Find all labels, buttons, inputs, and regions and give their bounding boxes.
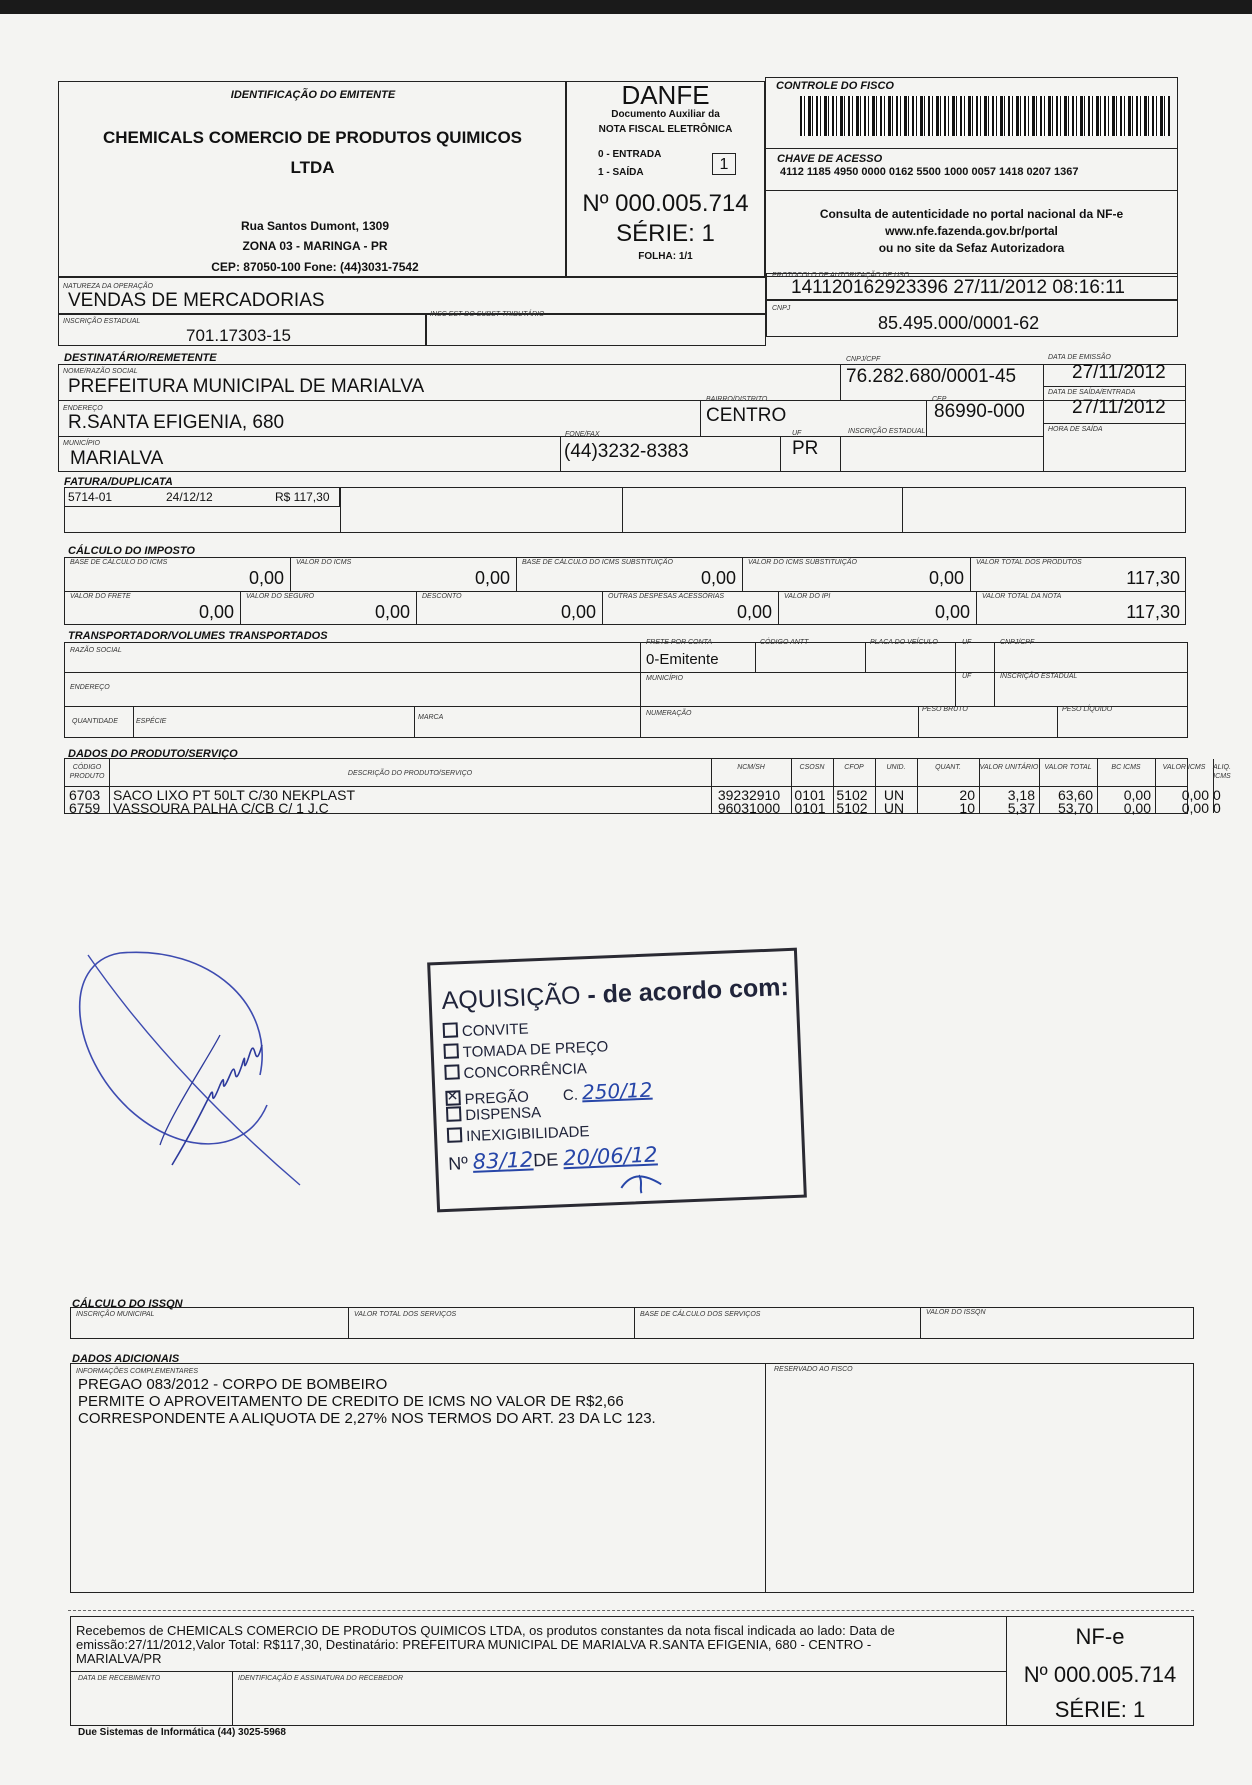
danfe-folha: FOLHA: 1/1	[638, 251, 693, 262]
consulta-line-3: ou no site da Sefaz Autorizadora	[878, 241, 1065, 255]
stamp-option-inexigibilidade: INEXIGIBILIDADE	[447, 1122, 590, 1146]
destinatario-uf: PR	[792, 438, 819, 459]
danfe-number: Nº 000.005.714	[582, 190, 749, 217]
product-col-header: NCM/SH	[737, 764, 765, 771]
product-col-header: ALIQ. ICMS	[1213, 764, 1231, 780]
product-cell: 0,00	[1181, 800, 1209, 816]
adicionais-line-1: PREGAO 083/2012 - CORPO DE BOMBEIRO	[78, 1376, 388, 1393]
product-cell: UN	[883, 800, 905, 816]
product-cell: 39232910	[717, 787, 781, 803]
natureza-value: VENDAS DE MERCADORIAS	[68, 290, 325, 311]
product-col-header: VALOR UNITÁRIO	[979, 764, 1039, 771]
imposto-value: 0,00	[736, 602, 772, 622]
stamp-no-value: 83/12	[472, 1147, 534, 1174]
emitente-name: CHEMICALS COMERCIO DE PRODUTOS QUIMICOS	[102, 128, 523, 147]
emitente-cep-phone: CEP: 87050-100 Fone: (44)3031-7542	[211, 260, 419, 274]
destinatario-endereco: R.SANTA EFIGENIA, 680	[68, 412, 285, 433]
imposto-value: 0,00	[198, 602, 234, 622]
canhoto-numero: Nº 000.005.714	[1023, 1662, 1177, 1687]
emitente-district: ZONA 03 - MARINGA - PR	[242, 239, 388, 253]
canhoto-nfe: NF-e	[1075, 1624, 1125, 1649]
consulta-line-1: Consulta de autenticidade no portal nacional da NF-e	[819, 207, 1124, 221]
destinatario-municipio: MARIALVA	[70, 448, 164, 469]
danfe-tipo-box: 1	[712, 153, 736, 175]
footer-software: Due Sistemas de Informática (44) 3025-5968	[78, 1727, 286, 1738]
product-cell: 5102	[836, 787, 868, 803]
adicionais-line-3: CORRESPONDENTE A ALIQUOTA DE 2,27% NOS TERMOS DO ART. 23 DA LC 123.	[78, 1410, 656, 1427]
imposto-value: 0,00	[934, 602, 970, 622]
adicionais-line-2: PERMITE O APROVEITAMENTO DE CREDITO DE ICMS NO VALOR DE R$2,66	[78, 1393, 624, 1410]
transportador-section: TRANSPORTADOR/VOLUMES TRANSPORTADOS	[68, 630, 328, 642]
imposto-value: 0,00	[700, 568, 736, 588]
imposto-label: BASE DE CÁLCULO DO ICMS SUBSTITUIÇÃO	[522, 559, 673, 566]
stamp-option-convite: CONVITE	[443, 1020, 529, 1041]
product-cell: UN	[883, 787, 905, 803]
barcode	[800, 96, 1170, 136]
product-cell: 0101	[794, 800, 826, 816]
canhoto-text-2: emissão:27/11/2012,Valor Total: R$117,30, Destinatário: PREFEITURA MUNICIPAL DE MARIALVA R.SANTA EFIGENIA, 680 - CENTRO -	[76, 1637, 872, 1652]
product-cell: 63,60	[1057, 787, 1093, 803]
chave-acesso: 4112 1185 4950 0000 0162 5500 1000 0057 1418 0207 1367	[780, 166, 1079, 178]
product-cell: 0	[1213, 800, 1221, 816]
destinatario-section: DESTINATÁRIO/REMETENTE	[64, 352, 217, 364]
issqn-section: CÁLCULO DO ISSQN	[72, 1298, 183, 1310]
product-col-header: CÓDIGO PRODUTO	[69, 764, 105, 780]
protocolo-value: 141120162923396 27/11/2012 08:16:11	[791, 277, 1125, 298]
product-cell: 3,18	[1007, 787, 1035, 803]
product-col-header: UNID.	[886, 764, 906, 771]
product-cell: 96031000	[717, 800, 781, 816]
product-col-header: QUANT.	[935, 764, 961, 771]
imposto-value: 0,00	[560, 602, 596, 622]
chave-label: CHAVE DE ACESSO	[777, 153, 883, 165]
product-cell: 5,37	[1007, 800, 1035, 816]
scan-top-edge	[0, 0, 1252, 14]
product-cell: SACO LIXO PT 50LT C/30 NEKPLAST	[113, 787, 355, 803]
destinatario-fone: (44)3232-8383	[564, 441, 689, 462]
controle-fisco-label: CONTROLE DO FISCO	[776, 80, 894, 92]
imposto-value: 0,00	[374, 602, 410, 622]
frete-value: 0-Emitente	[646, 651, 719, 668]
product-cell: 53,70	[1057, 800, 1093, 816]
product-cell: 6759	[69, 800, 101, 816]
fatura-valor: R$ 117,30	[275, 490, 330, 504]
danfe-serie: SÉRIE: 1	[616, 220, 715, 247]
product-col-header: BC ICMS	[1111, 764, 1141, 771]
fatura-numero: 5714-01	[68, 490, 113, 504]
stamp-number-line: Nº 83/12DE 20/06/12	[447, 1142, 658, 1174]
product-cell: 0,00	[1123, 800, 1151, 816]
imposto-label: VALOR DO IPI	[784, 593, 831, 600]
canhoto-text-3: MARIALVA/PR	[76, 1651, 162, 1666]
product-cell: 0,00	[1123, 787, 1151, 803]
produtos-table	[64, 758, 1231, 816]
product-cell: 6703	[69, 787, 101, 803]
product-cell: 0,00	[1181, 787, 1209, 803]
cnpj-emitente-value: 85.495.000/0001-62	[878, 313, 1040, 333]
iest-box	[426, 314, 766, 346]
imposto-label: VALOR TOTAL DA NOTA	[982, 593, 1062, 600]
imposto-label: VALOR DO ICMS	[296, 559, 352, 566]
product-col-header: VALOR TOTAL	[1044, 764, 1092, 771]
fatura-section: FATURA/DUPLICATA	[64, 476, 173, 488]
product-cell: 10	[959, 800, 975, 816]
stamp-option-pregao: ✕PREGÃO C. 250/12	[445, 1078, 653, 1110]
product-cell: 5102	[836, 800, 868, 816]
imposto-label: VALOR TOTAL DOS PRODUTOS	[976, 559, 1082, 566]
stamp-option-concorrencia: CONCORRÊNCIA	[444, 1059, 587, 1083]
destinatario-cep: 86990-000	[934, 401, 1025, 422]
imposto-label: VALOR DO ICMS SUBSTITUIÇÃO	[748, 559, 857, 566]
product-cell: 0101	[794, 787, 826, 803]
checked-box-icon	[445, 1090, 461, 1106]
handwritten-signature	[60, 935, 320, 1195]
product-cell: 20	[959, 787, 975, 803]
destinatario-bairro: CENTRO	[706, 405, 787, 426]
product-cell: 0	[1213, 787, 1221, 803]
imposto-label: DESCONTO	[422, 593, 462, 600]
imposto-value: 117,30	[1126, 568, 1180, 588]
product-col-header: DESCRIÇÃO DO PRODUTO/SERVIÇO	[347, 770, 473, 777]
imposto-value: 117,30	[1126, 602, 1180, 622]
cut-line	[68, 1610, 1194, 1611]
imposto-value: 0,00	[474, 568, 510, 588]
stamp-date-value: 20/06/12	[562, 1142, 658, 1171]
transportador-box	[64, 642, 1188, 738]
emitente-name-2: LTDA	[290, 158, 335, 177]
canhoto-serie: SÉRIE: 1	[1054, 1697, 1146, 1722]
destinatario-cnpj: 76.282.680/0001-45	[846, 366, 1017, 387]
imposto-section: CÁLCULO DO IMPOSTO	[68, 545, 195, 557]
imposto-label: VALOR DO SEGURO	[246, 593, 315, 600]
danfe-subtitle-1: Documento Auxiliar da	[611, 109, 720, 120]
consulta-line-2: www.nfe.fazenda.gov.br/portal	[885, 224, 1058, 238]
danfe-title: DANFE	[621, 80, 710, 110]
product-cell: VASSOURA PALHA C/CB C/ 1 J.C	[113, 800, 329, 816]
ie-value: 701.17303-15	[186, 326, 291, 345]
product-col-header: VALOR ICMS	[1162, 764, 1206, 771]
stamp-option-dispensa: DISPENSA	[446, 1103, 542, 1125]
imposto-value: 0,00	[248, 568, 284, 588]
fatura-vencimento: 24/12/12	[166, 490, 213, 504]
destinatario-nome: PREFEITURA MUNICIPAL DE MARIALVA	[68, 376, 425, 397]
stamp-initial	[617, 1168, 668, 1196]
stamp-option-tomada: TOMADA DE PREÇO	[443, 1037, 608, 1062]
adicionais-section: DADOS ADICIONAIS	[72, 1353, 180, 1365]
canhoto-text-1: Recebemos de CHEMICALS COMERCIO DE PRODUTOS QUIMICOS LTDA, os produtos constantes da nota fiscal indicada ao lado: Data de	[76, 1623, 895, 1638]
danfe-subtitle-2: NOTA FISCAL ELETRÔNICA	[598, 124, 733, 135]
product-col-header: CFOP	[844, 764, 864, 771]
danfe-saida: 1 - SAÍDA	[598, 167, 644, 178]
danfe-entrada: 0 - ENTRADA	[598, 149, 662, 160]
imposto-label: OUTRAS DESPESAS ACESSÓRIAS	[608, 593, 725, 600]
stamp-pregao-number: 250/12	[581, 1077, 653, 1105]
stamp-title: AQUISIÇÃO - de acordo com:	[441, 973, 790, 1015]
acquisition-stamp	[427, 948, 807, 1213]
issqn-box	[70, 1307, 1194, 1339]
imposto-label: VALOR DO FRETE	[70, 593, 131, 600]
data-saida: 27/11/2012	[1072, 397, 1166, 418]
emitente-header: IDENTIFICAÇÃO DO EMITENTE	[230, 89, 396, 101]
produtos-section: DADOS DO PRODUTO/SERVIÇO	[68, 748, 238, 760]
imposto-value: 0,00	[928, 568, 964, 588]
emitente-address: Rua Santos Dumont, 1309	[240, 219, 390, 233]
product-col-header: CSOSN	[799, 764, 825, 771]
data-emissao: 27/11/2012	[1072, 362, 1166, 383]
imposto-label: BASE DE CÁLCULO DO ICMS	[70, 559, 168, 566]
